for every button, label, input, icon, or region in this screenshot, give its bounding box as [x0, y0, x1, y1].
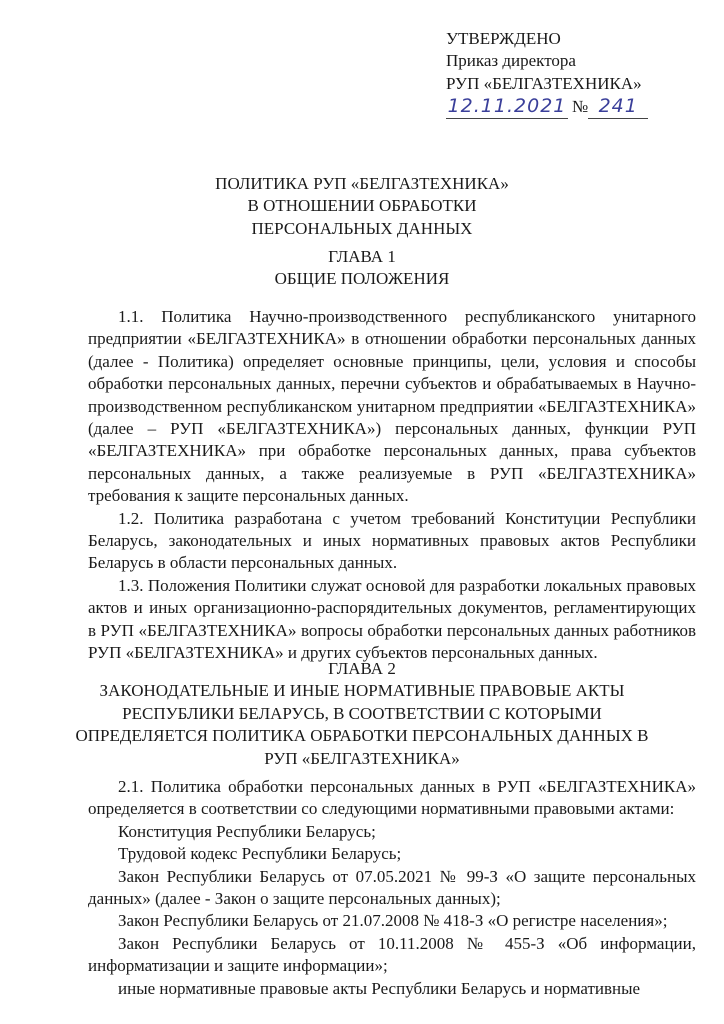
policy-title-line: В ОТНОШЕНИИ ОБРАБОТКИ: [247, 196, 477, 216]
law-list-item: Закон Республики Беларусь от 07.05.2021 № 99-З «О защите персональных данных» (далее - Закон о защите персональных данных);: [88, 866, 696, 909]
approval-date-handwritten: 12.11.2021: [447, 95, 567, 118]
approval-stamp: [446, 28, 706, 119]
chapter2-label: ГЛАВА 2: [328, 659, 396, 678]
chapter2-title-line: ЗАКОНОДАТЕЛЬНЫЕ И ИНЫЕ НОРМАТИВНЫЕ ПРАВОВЫЕ АКТЫ: [99, 681, 625, 701]
chapter2-heading: [0, 658, 724, 770]
policy-title-line: ПЕРСОНАЛЬНЫХ ДАННЫХ: [251, 218, 473, 238]
approval-number-handwritten: 241: [588, 95, 648, 118]
approval-order-label: Приказ директора: [446, 51, 576, 71]
chapter1-label: ГЛАВА 1: [328, 247, 396, 266]
paragraph-1-1: 1.1. Политика Научно-производственного республиканского унитарного предприятии «БЕЛГАЗТЕХНИКА» в отношении обработки персональных данных (далее - Политика) определяет основные принципы, цели, условия и способы обработки персональных данных, перечни субъектов и обрабатываемых в Научно-производственном республиканском унитарном предприятии «БЕЛГАЗТЕХНИКА» (далее – РУП «БЕЛГАЗТЕХНИКА») персональных данных, функции РУП «БЕЛГАЗТЕХНИКА» при обработке персональных данных, права субъектов персональных данных, а также реализуемые в РУП «БЕЛГАЗТЕХНИКА» требования к защите персональных данных.: [88, 307, 696, 506]
paragraph-1-2: 1.2. Политика разработана с учетом требований Конституции Республики Беларусь, законодательных и иных нормативных правовых актов Республики Беларусь в области персональных данных.: [88, 508, 696, 573]
approval-number-label: №: [572, 97, 589, 117]
law-list-item: Закон Республики Беларусь от 10.11.2008 № 455-З «Об информации, информатизации и защите информации»;: [88, 933, 696, 976]
approval-heading: УТВЕРЖДЕНО: [446, 29, 561, 48]
chapter1-body: [88, 306, 696, 665]
chapter2-body: [88, 776, 696, 1000]
chapter2-title-line: РУП «БЕЛГАЗТЕХНИКА»: [264, 748, 460, 768]
law-list-item: Трудовой кодекс Республики Беларусь;: [118, 844, 402, 864]
approval-date-number-line: [446, 95, 706, 119]
chapter2-title-line: ОПРЕДЕЛЯЕТСЯ ПОЛИТИКА ОБРАБОТКИ ПЕРСОНАЛЬНЫХ ДАННЫХ В: [75, 726, 649, 746]
paragraph-2-1: 2.1. Политика обработки персональных данных в РУП «БЕЛГАЗТЕХНИКА» определяется в соответствии со следующими нормативными правовыми актами:: [88, 777, 696, 819]
law-list-item: иные нормативные правовые акты Республики Беларусь и нормативные: [118, 978, 641, 998]
law-list-item: Конституция Республики Беларусь;: [118, 821, 376, 841]
policy-title: [0, 173, 724, 240]
approval-organization: РУП «БЕЛГАЗТЕХНИКА»: [446, 73, 642, 93]
paragraph-1-3: 1.3. Положения Политики служат основой для разработки локальных правовых актов и иных организационно-распорядительных документов, регламентирующих в РУП «БЕЛГАЗТЕХНИКА» вопросы обработки персональных данных работников РУП «БЕЛГАЗТЕХНИКА» и других субъектов персональных данных.: [88, 575, 696, 663]
chapter2-title-line: РЕСПУБЛИКИ БЕЛАРУСЬ, В СООТВЕТСТВИИ С КОТОРЫМИ: [122, 703, 602, 723]
chapter1-heading: [0, 246, 724, 291]
law-list-item: Закон Республики Беларусь от 21.07.2008 № 418-З «О регистре населения»;: [118, 911, 668, 931]
chapter1-title: ОБЩИЕ ПОЛОЖЕНИЯ: [274, 269, 450, 289]
policy-title-line: ПОЛИТИКА РУП «БЕЛГАЗТЕХНИКА»: [215, 174, 509, 193]
